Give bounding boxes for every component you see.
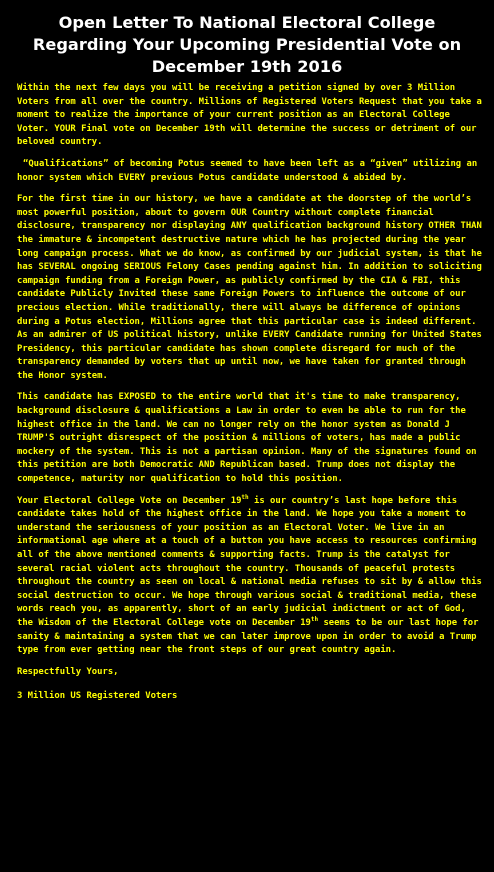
paragraph-final-hope-part-1: Your Electoral College Vote on December 19 <box>17 495 242 506</box>
title-line-2: Regarding Your Upcoming Presidential Vote on <box>32 35 462 54</box>
paragraph-final-hope <box>17 495 486 658</box>
paragraph-final-hope-part-2: is our country’s last hope before this candidate takes hold of the highest office in the land. We hope you take a moment to understand the seriousness of your position as an Electoral Voter. We live in an informational age where at a touch of a button you have access to resources confirming all of the above mentioned comments & supporting facts. Trump is the catalyst for several racial violent acts throughout the country. Thousands of peaceful protests throughout the country as seen on local & national media refuses to sit by & allow this social destruction to occur. We hope through various social & traditional media, these words reach you, as apparently, short of an early judicial indictment or act of God, the Wisdom of the Electoral College vote on December 19 <box>17 495 482 628</box>
paragraph-petition-intro: Within the next few days you will be receiving a petition signed by over 3 Million Voters from all over the country. Millions of Registered Voters Request that you take a moment to realize the importance of your current position as an Electoral College Voter. YOUR Final vote on December 19th will determine the success or detriment of our beloved country. <box>17 83 482 148</box>
letter-body <box>0 78 494 704</box>
paragraph-qualifications: “Qualifications” of becoming Potus seemed to have been left as a “given” utilizing an honor system which EVERY previous Potus candidate understood & abided by. <box>17 158 478 183</box>
paragraph-final-hope-part-3: seems to be our last hope for sanity & maintaining a system that we can later improve upon in order to avoid a Trump type from ever getting near the front steps of our great country again. <box>17 617 479 656</box>
letter-title <box>0 0 494 78</box>
ordinal-suffix: th <box>310 616 319 623</box>
signature: 3 Million US Registered Voters <box>17 691 178 702</box>
closing-salutation: Respectfully Yours, <box>17 666 119 677</box>
title-line-1: Open Letter To National Electoral College <box>58 13 436 32</box>
paragraph-first-time: For the first time in our history, we have a candidate at the doorstep of the world’s most powerful position, about to govern OUR Country without complete financial disclosure, transparency nor displaying ANY qualification background history OTHER THAN the immature & incompetent destructive nature which he has projected during the year long campaign process. What we do know, as confirmed by our judicial system, is that he has SEVERAL ongoing SERIOUS Felony Cases pending against him. In addition to soliciting campaign funding from a Foreign Power, as publicly confirmed by the CIA & FBI, this candidate Publicly Invited these same Foreign Powers to influence the outcome of our precious election. While traditionally, there will always be difference of opinions during a Potus election, Millions agree that this particular case is indeed different. As an admirer of US political history, unlike EVERY Candidate running for United States Presidency, this particular candidate has shown complete disregard for much of the transparency demanded by voters that up until now, we have taken for granted through the Honor system. <box>17 194 482 381</box>
ordinal-suffix: th <box>241 493 249 501</box>
title-line-3: December 19th 2016 <box>151 57 343 76</box>
paragraph-exposed: This candidate has EXPOSED to the entire world that it's time to make transparency, background disclosure & qualifications a Law in order to even be able to run for the highest office in the land. We can no longer rely on the honor system as Donald J TRUMP'S outright disrespect of the position & millions of voters, has made a public mockery of the system. This is not a partisan opinion. Many of the signatures found on this petition are both Democratic AND Republican based. Trump does not display the competence, maturity nor qualification to hold this position. <box>17 392 477 485</box>
